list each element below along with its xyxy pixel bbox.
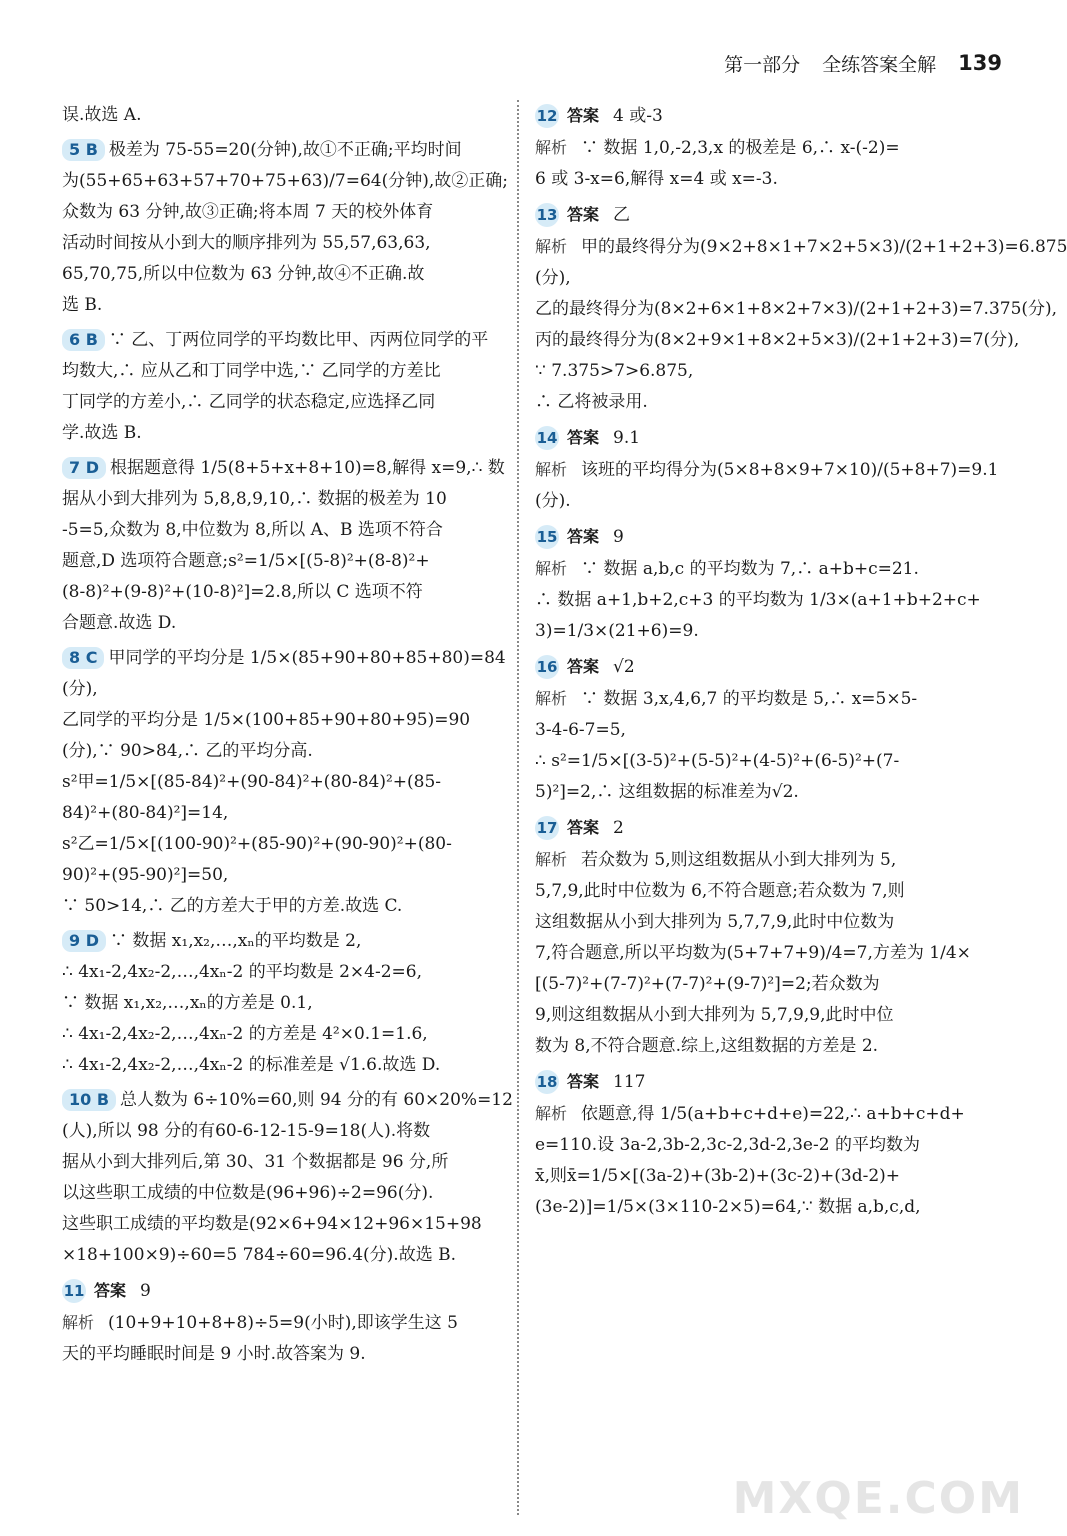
line-text: 9,则这组数据从小到大排列为 5,7,9,9,此时中位 xyxy=(535,1005,894,1025)
line-text: e=110.设 3a-2,3b-2,3c-2,3d-2,3e-2 的平均数为 xyxy=(535,1135,920,1155)
line-text: 这组数据从小到大排列为 5,7,7,9,此时中位数为 xyxy=(535,912,895,932)
answer-value: √2 xyxy=(613,657,635,677)
solution-line xyxy=(62,1085,513,1116)
analysis-label: 解析 xyxy=(535,138,568,157)
solution-line xyxy=(62,1116,504,1147)
line-text: 甲同学的平均分是 1/5×(85+90+80+85+80)=84 xyxy=(108,648,506,668)
line-text: ×18+100×9)÷60=5 784÷60=96.4(分).故选 B. xyxy=(62,1245,456,1265)
analysis-label: 解析 xyxy=(535,850,568,869)
line-text: 为(55+65+63+57+70+75+63)/7=64(分钟),故②正确; xyxy=(62,171,508,191)
analysis-line xyxy=(535,325,1020,356)
question-number: 15 xyxy=(535,525,559,549)
line-text: 以这些职工成绩的中位数是(96+96)÷2=96(分). xyxy=(62,1183,434,1203)
line-text: ∵ 50>14,∴ 乙的方差大于甲的方差.故选 C. xyxy=(62,896,403,916)
page-header xyxy=(724,48,1002,78)
line-text: 甲的最终得分为(9×2+8×1+7×2+5×3)/(2+1+2+3)=6.875 xyxy=(581,237,1067,257)
question-tag: 7 D xyxy=(62,457,106,479)
analysis-line xyxy=(535,164,1005,195)
analysis-line xyxy=(535,387,1005,418)
solution-line xyxy=(62,325,504,356)
answer-line xyxy=(535,199,1005,231)
line-text: ∴ 4x₁-2,4x₂-2,…,4xₙ-2 的标准差是 √1.6.故选 D. xyxy=(62,1055,441,1075)
line-text: 均数大,∴ 应从乙和丁同学中选,∵ 乙同学的方差比 xyxy=(62,361,441,381)
line-text: (分), xyxy=(535,268,571,288)
answer-label: 答案 xyxy=(567,527,600,546)
question-tag: 9 D xyxy=(62,930,106,952)
solution-item xyxy=(535,651,1005,808)
solution-line xyxy=(62,356,504,387)
solution-line xyxy=(62,546,504,577)
line-text: ∵ 数据 a,b,c 的平均数为 7,∴ a+b+c=21. xyxy=(581,559,919,579)
solution-item xyxy=(62,1275,504,1370)
question-number: 11 xyxy=(62,1279,86,1303)
answer-label: 答案 xyxy=(567,818,600,837)
analysis-line xyxy=(535,907,1005,938)
analysis-line xyxy=(62,1307,504,1339)
line-text: s²甲=1/5×[(85-84)²+(90-84)²+(80-84)²+(85- xyxy=(62,772,442,792)
solution-line xyxy=(62,1050,504,1081)
solution-line xyxy=(62,891,504,922)
solution-line xyxy=(62,957,504,988)
line-text: 题意,D 选项符合题意;s²=1/5×[(5-8)²+(8-8)²+ xyxy=(62,551,430,571)
solution-line xyxy=(62,798,504,829)
line-text: 若众数为 5,则这组数据从小到大排列为 5, xyxy=(581,850,897,870)
line-text: 这些职工成绩的平均数是(92×6+94×12+96×15+98 xyxy=(62,1214,482,1234)
analysis-line xyxy=(535,1161,1005,1192)
analysis-line xyxy=(535,486,1005,517)
line-text: 据从小到大排列为 5,8,8,9,10,∴ 数据的极差为 10 xyxy=(62,489,447,509)
question-number: 17 xyxy=(535,816,559,840)
analysis-line xyxy=(535,1192,1005,1223)
line-text: 5,7,9,此时中位数为 6,不符合题意;若众数为 7,则 xyxy=(535,881,905,901)
solution-line xyxy=(62,674,504,705)
answer-line xyxy=(535,651,1005,683)
solution-item xyxy=(535,812,1005,1062)
line-text: 3)=1/3×(21+6)=9. xyxy=(535,621,699,641)
line-text: 丙的最终得分为(8×2+9×1+8×2+5×3)/(2+1+2+3)=7(分), xyxy=(535,330,1020,350)
answer-label: 答案 xyxy=(567,1072,600,1091)
analysis-line xyxy=(535,356,1005,387)
line-text: ∵ 数据 3,x,4,6,7 的平均数是 5,∴ x=5×5- xyxy=(581,689,918,709)
solution-line xyxy=(62,860,504,891)
solution-line xyxy=(62,705,504,736)
solution-line xyxy=(62,484,504,515)
analysis-line xyxy=(535,231,1067,263)
analysis-line xyxy=(535,585,1005,616)
solution-item xyxy=(62,135,508,321)
analysis-label: 解析 xyxy=(535,1104,568,1123)
question-tag: 5 B xyxy=(62,139,105,161)
answer-value: 4 或-3 xyxy=(613,106,663,126)
solution-line xyxy=(62,1178,504,1209)
line-text: 乙的最终得分为(8×2+6×1+8×2+7×3)/(2+1+2+3)=7.375(分), xyxy=(535,299,1058,319)
solution-line xyxy=(62,418,504,449)
solution-line xyxy=(62,453,504,484)
analysis-label: 解析 xyxy=(535,460,568,479)
line-text: 5)²]=2,∴ 这组数据的标准差为√2. xyxy=(535,782,799,802)
line-text: (10+9+10+8+8)÷5=9(小时),即该学生这 5 xyxy=(108,1313,458,1333)
solution-line xyxy=(62,1209,504,1240)
line-text: 6 或 3-x=6,解得 x=4 或 x=-3. xyxy=(535,169,778,189)
line-text: 7,符合题意,所以平均数为(5+7+7+9)/4=7,方差为 1/4× xyxy=(535,943,971,963)
question-number: 13 xyxy=(535,203,559,227)
line-text: (3e-2)]=1/5×(3×110-2×5)=64,∵ 数据 a,b,c,d, xyxy=(535,1197,921,1217)
analysis-line xyxy=(535,616,1005,647)
answer-line xyxy=(535,422,1005,454)
question-tag: 8 C xyxy=(62,647,104,669)
solution-line xyxy=(62,988,504,1019)
question-tag: 10 B xyxy=(62,1089,116,1111)
solution-line xyxy=(62,1147,504,1178)
solution-item xyxy=(535,521,1005,647)
analysis-line xyxy=(535,969,1005,1000)
solution-line xyxy=(62,290,504,321)
analysis-line xyxy=(535,1031,1005,1062)
left-column xyxy=(62,100,513,1374)
line-text: 90)²+(95-90)²]=50, xyxy=(62,865,229,885)
solution-line xyxy=(62,387,504,418)
question-number: 14 xyxy=(535,426,559,450)
analysis-line xyxy=(535,876,1005,907)
line-text: 该班的平均得分为(5×8+8×9+7×10)/(5+8+7)=9.1 xyxy=(581,460,999,480)
answer-line xyxy=(535,1066,1005,1098)
column-divider xyxy=(517,100,519,1515)
line-text: 总人数为 6÷10%=60,则 94 分的有 60×20%=12 xyxy=(120,1090,513,1110)
line-text: (8-8)²+(9-8)²+(10-8)²]=2.8,所以 C 选项不符 xyxy=(62,582,423,602)
line-text: 数为 8,不符合题意.综上,这组数据的方差是 2. xyxy=(535,1036,879,1056)
answer-label: 答案 xyxy=(567,428,600,447)
line-text: (分), xyxy=(62,679,98,699)
solution-line xyxy=(62,608,504,639)
line-text: 学.故选 B. xyxy=(62,423,142,443)
solution-item xyxy=(62,643,504,922)
answer-line xyxy=(535,521,1005,553)
solution-item xyxy=(535,422,1005,517)
line-text: (分). xyxy=(535,491,571,511)
analysis-line xyxy=(535,1098,1005,1130)
solution-item xyxy=(62,926,504,1081)
line-text: ∴ 乙将被录用. xyxy=(535,392,648,412)
line-text: 合题意.故选 D. xyxy=(62,613,177,633)
solution-line xyxy=(62,767,504,798)
section-title: 第一部分 xyxy=(724,53,801,76)
solution-line xyxy=(62,736,504,767)
answer-line xyxy=(535,100,1005,132)
solution-item xyxy=(62,1085,513,1271)
line-text: ∴ 4x₁-2,4x₂-2,…,4xₙ-2 的平均数是 2×4-2=6, xyxy=(62,962,423,982)
question-tag: 6 B xyxy=(62,329,105,351)
solution-line xyxy=(62,926,504,957)
line-text: -5=5,众数为 8,中位数为 8,所以 A、B 选项不符合 xyxy=(62,520,443,540)
line-text: 3-4-6-7=5, xyxy=(535,720,626,740)
analysis-line xyxy=(535,746,1005,777)
line-text: 65,70,75,所以中位数为 63 分钟,故④不正确.故 xyxy=(62,264,425,284)
solution-line xyxy=(62,515,504,546)
answer-value: 2 xyxy=(613,818,624,838)
line-text: 选 B. xyxy=(62,295,103,315)
answer-value: 9 xyxy=(613,527,624,547)
answer-label: 答案 xyxy=(567,657,600,676)
answer-line xyxy=(62,1275,504,1307)
answer-value: 乙 xyxy=(613,205,631,225)
analysis-line xyxy=(535,294,1058,325)
question-number: 18 xyxy=(535,1070,559,1094)
line-text: 活动时间按从小到大的顺序排列为 55,57,63,63, xyxy=(62,233,431,253)
analysis-line xyxy=(535,263,1005,294)
page-number: 139 xyxy=(958,51,1002,75)
line-text: ∵ 数据 x₁,x₂,…,xₙ的平均数是 2, xyxy=(109,931,362,951)
solution-line xyxy=(62,100,504,131)
solution-line xyxy=(62,197,504,228)
solution-item xyxy=(535,1066,1005,1223)
analysis-line xyxy=(535,1130,1005,1161)
book-title: 全练答案全解 xyxy=(822,53,937,76)
answer-line xyxy=(535,812,1005,844)
solution-item xyxy=(62,453,504,639)
solution-line xyxy=(62,643,504,674)
analysis-line xyxy=(535,1000,1005,1031)
line-text: 众数为 63 分钟,故③正确;将本周 7 天的校外体育 xyxy=(62,202,434,222)
solution-line xyxy=(62,166,508,197)
answer-label: 答案 xyxy=(567,205,600,224)
solution-line xyxy=(62,577,504,608)
analysis-line xyxy=(535,132,1005,164)
answer-value: 117 xyxy=(613,1072,646,1092)
solution-item xyxy=(535,100,1005,195)
line-text: 乙同学的平均分是 1/5×(100+85+90+80+95)=90 xyxy=(62,710,471,730)
analysis-label: 解析 xyxy=(535,689,568,708)
line-text: 天的平均睡眠时间是 9 小时.故答案为 9. xyxy=(62,1344,366,1364)
line-text: (分),∵ 90>84,∴ 乙的平均分高. xyxy=(62,741,313,761)
analysis-line xyxy=(535,844,1005,876)
line-text: ∵ 7.375>7>6.875, xyxy=(535,361,694,381)
solution-item xyxy=(62,325,504,449)
solution-item xyxy=(535,199,1067,418)
line-text: ∴ 4x₁-2,4x₂-2,…,4xₙ-2 的方差是 4²×0.1=1.6, xyxy=(62,1024,428,1044)
analysis-line xyxy=(535,553,1005,585)
analysis-line xyxy=(62,1339,504,1370)
question-number: 12 xyxy=(535,104,559,128)
line-text: 依题意,得 1/5(a+b+c+d+e)=22,∴ a+b+c+d+ xyxy=(581,1104,965,1124)
line-text: 84)²+(80-84)²]=14, xyxy=(62,803,229,823)
analysis-line xyxy=(535,777,1005,808)
analysis-label: 解析 xyxy=(535,559,568,578)
line-text: ∴ s²=1/5×[(3-5)²+(5-5)²+(4-5)²+(6-5)²+(7- xyxy=(535,751,900,771)
line-text: [(5-7)²+(7-7)²+(7-7)²+(9-7)²]=2;若众数为 xyxy=(535,974,880,994)
analysis-label: 解析 xyxy=(62,1313,95,1332)
answer-value: 9.1 xyxy=(613,428,641,448)
analysis-line xyxy=(535,683,1005,715)
solution-line xyxy=(62,135,504,166)
line-text: 误.故选 A. xyxy=(62,105,142,125)
solution-line xyxy=(62,228,504,259)
analysis-line xyxy=(535,938,1005,969)
solution-item xyxy=(62,100,504,131)
analysis-line xyxy=(535,454,1005,486)
line-text: 丁同学的方差小,∴ 乙同学的状态稳定,应选择乙同 xyxy=(62,392,436,412)
line-text: ∵ 乙、丁两位同学的平均数比甲、丙两位同学的平 xyxy=(108,330,489,350)
line-text: ∴ 数据 a+1,b+2,c+3 的平均数为 1/3×(a+1+b+2+c+ xyxy=(535,590,981,610)
line-text: 据从小到大排列后,第 30、31 个数据都是 96 分,所 xyxy=(62,1152,449,1172)
watermark: MXQE.COM xyxy=(732,1473,1024,1524)
analysis-line xyxy=(535,715,1005,746)
line-text: ∵ 数据 1,0,-2,3,x 的极差是 6,∴ x-(-2)= xyxy=(581,138,900,158)
answer-label: 答案 xyxy=(567,106,600,125)
line-text: s²乙=1/5×[(100-90)²+(85-90)²+(90-90)²+(80- xyxy=(62,834,452,854)
line-text: 极差为 75-55=20(分钟),故①不正确;平均时间 xyxy=(108,140,462,160)
solution-line xyxy=(62,259,504,290)
question-number: 16 xyxy=(535,655,559,679)
solution-line xyxy=(62,829,504,860)
line-text: (人),所以 98 分的有60-6-12-15-9=18(人).将数 xyxy=(62,1121,431,1141)
right-column xyxy=(535,100,1067,1227)
solution-line xyxy=(62,1240,504,1271)
answer-label: 答案 xyxy=(94,1281,127,1300)
line-text: 根据题意得 1/5(8+5+x+8+10)=8,解得 x=9,∴ 数 xyxy=(109,458,505,478)
line-text: ∵ 数据 x₁,x₂,…,xₙ的方差是 0.1, xyxy=(62,993,313,1013)
line-text: x̄,则x̄=1/5×[(3a-2)+(3b-2)+(3c-2)+(3d-2)+ xyxy=(535,1166,901,1186)
analysis-label: 解析 xyxy=(535,237,568,256)
answer-value: 9 xyxy=(140,1281,151,1301)
solution-line xyxy=(62,1019,504,1050)
